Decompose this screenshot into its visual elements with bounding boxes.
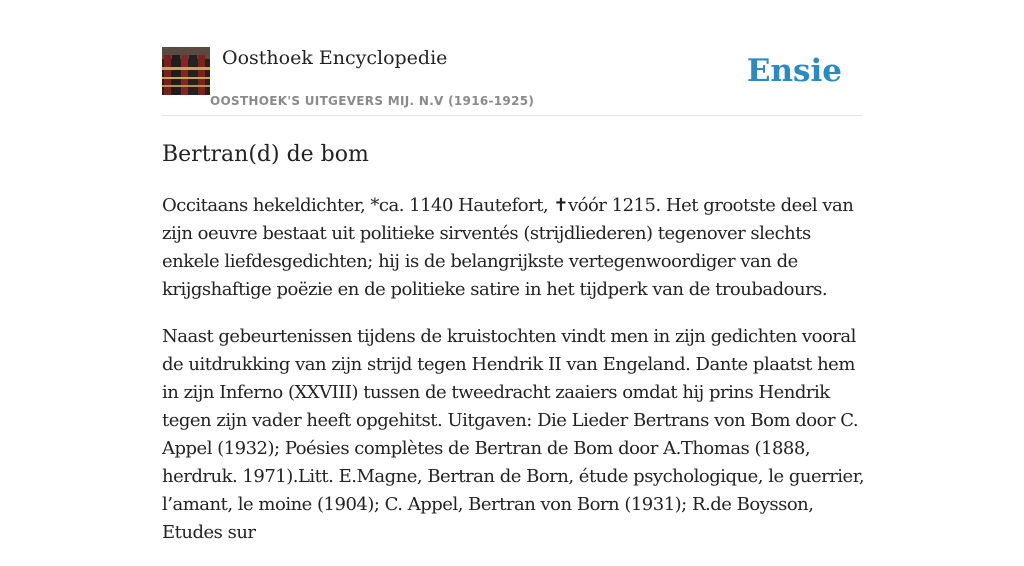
article-paragraph-2: Naast gebeurtenissen tijdens de kruistochten vindt men in zijn gedichten vooral de uitdrukking van zijn strijd tegen Hendrik II van Engeland. Dante plaatst hem in zijn Inferno (XXVIII) tussen de tweedracht zaaiers omdat hij prins Hendrik tegen zijn vader heeft opgehitst. Uitgaven: Die Lieder Bertrans von Bom door C. Appel (1932); Poésies complètes de Bertran de Bom door A.Thomas (1888, herdruk. 1971).Litt. E.Magne, Bertran de Born, étude psychologique, le guerrier, l’amant, le moine (1904); C. Appel, Bertran von Born (1931); R.de Boysson, Etudes sur bbox=[162, 326, 865, 543]
header-divider bbox=[162, 115, 862, 116]
source-subtitle: OOSTHOEK'S UITGEVERS MIJ. N.V (1916-1925) bbox=[210, 94, 535, 108]
article-body bbox=[162, 192, 868, 566]
article-paragraph-1 bbox=[162, 192, 868, 304]
article-title: Bertran(d) de bom bbox=[162, 142, 369, 167]
brand-logo[interactable]: Ensie bbox=[746, 53, 842, 89]
book-spines-icon bbox=[162, 47, 210, 95]
source-header bbox=[162, 46, 862, 116]
dagger-symbol: ✝ bbox=[553, 195, 568, 216]
paragraph-1-start: Occitaans hekeldichter, *ca. 1140 Hautefort, bbox=[162, 195, 554, 216]
paragraph-1-end: vóór 1215. Het grootste deel van zijn oeuvre bestaat uit politieke sirventés (strijdliederen) tegenover slechts enkele liefdesgedichten; hij is de belangrijkste vertegenwoordiger van de krijgshaftige poëzie en de politieke satire in het tijdperk van de troubadours. bbox=[162, 195, 854, 300]
source-name[interactable]: Oosthoek Encyclopedie bbox=[222, 47, 448, 69]
avatar[interactable] bbox=[162, 47, 210, 95]
